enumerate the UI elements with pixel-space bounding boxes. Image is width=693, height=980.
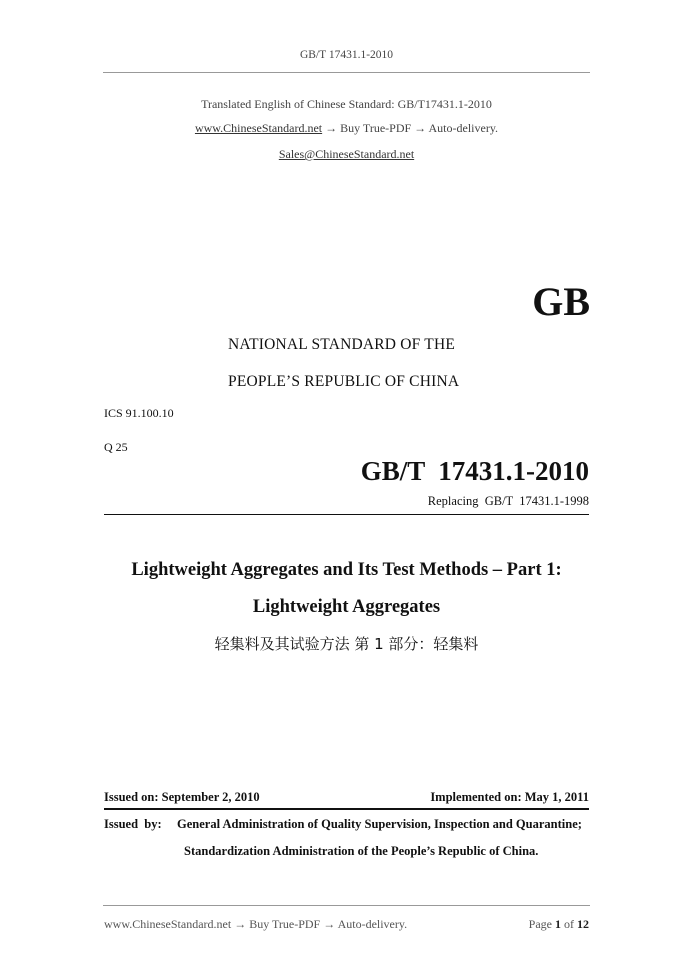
translation-notice: Translated English of Chinese Standard: GB/T17431.1-2010 xyxy=(201,97,492,111)
issuer-1: General Administration of Quality Supervision, Inspection and Quarantine; xyxy=(177,817,582,831)
implemented-date: Implemented on: May 1, 2011 xyxy=(430,790,589,804)
dates-divider xyxy=(104,808,589,810)
chinese-title: 轻集料及其试验方法 第 1 部分：轻集料 xyxy=(214,635,479,653)
footer-site-text: → Buy True-PDF → Auto-delivery. xyxy=(231,917,408,931)
footer-site xyxy=(104,917,407,932)
page-of: of xyxy=(561,917,577,931)
gb-mark: GB xyxy=(532,279,590,324)
national-standard-line2: PEOPLE’S REPUBLIC OF CHINA xyxy=(228,373,460,390)
page-total: 12 xyxy=(577,917,589,931)
standard-number: GB/T 17431.1-2010 xyxy=(360,456,589,486)
email-line xyxy=(0,147,693,162)
footer-divider xyxy=(103,905,590,906)
purchase-text: → Buy True-PDF → Auto-delivery. xyxy=(322,121,499,135)
national-standard-line1: NATIONAL STANDARD OF THE xyxy=(228,336,456,353)
running-header: GB/T 17431.1-2010 xyxy=(299,49,394,61)
issued-date: Issued on: September 2, 2010 xyxy=(104,790,260,804)
replacing-note: Replacing GB/T 17431.1-1998 xyxy=(427,494,589,508)
document-title-line1: Lightweight Aggregates and Its Test Methods – Part 1: xyxy=(131,560,562,580)
issuing-bodies xyxy=(104,815,589,861)
ccs-code: Q 25 xyxy=(104,440,128,454)
title-divider xyxy=(104,514,589,515)
page-number: 1 xyxy=(555,917,561,931)
page-indicator xyxy=(529,917,589,932)
page-prefix: Page xyxy=(528,917,555,931)
issued-by-label: Issued by: xyxy=(104,817,162,831)
header-divider xyxy=(103,72,590,73)
email-link[interactable]: Sales@ChineseStandard.net xyxy=(278,147,415,161)
purchase-line xyxy=(0,121,693,136)
ics-code: ICS 91.100.10 xyxy=(104,406,174,420)
footer-site-link[interactable]: www.ChineseStandard.net xyxy=(104,917,232,931)
site-link[interactable]: www.ChineseStandard.net xyxy=(194,121,323,135)
document-title-line2: Lightweight Aggregates xyxy=(252,597,441,617)
issuer-2: Standardization Administration of the People’s Republic of China. xyxy=(184,844,539,858)
